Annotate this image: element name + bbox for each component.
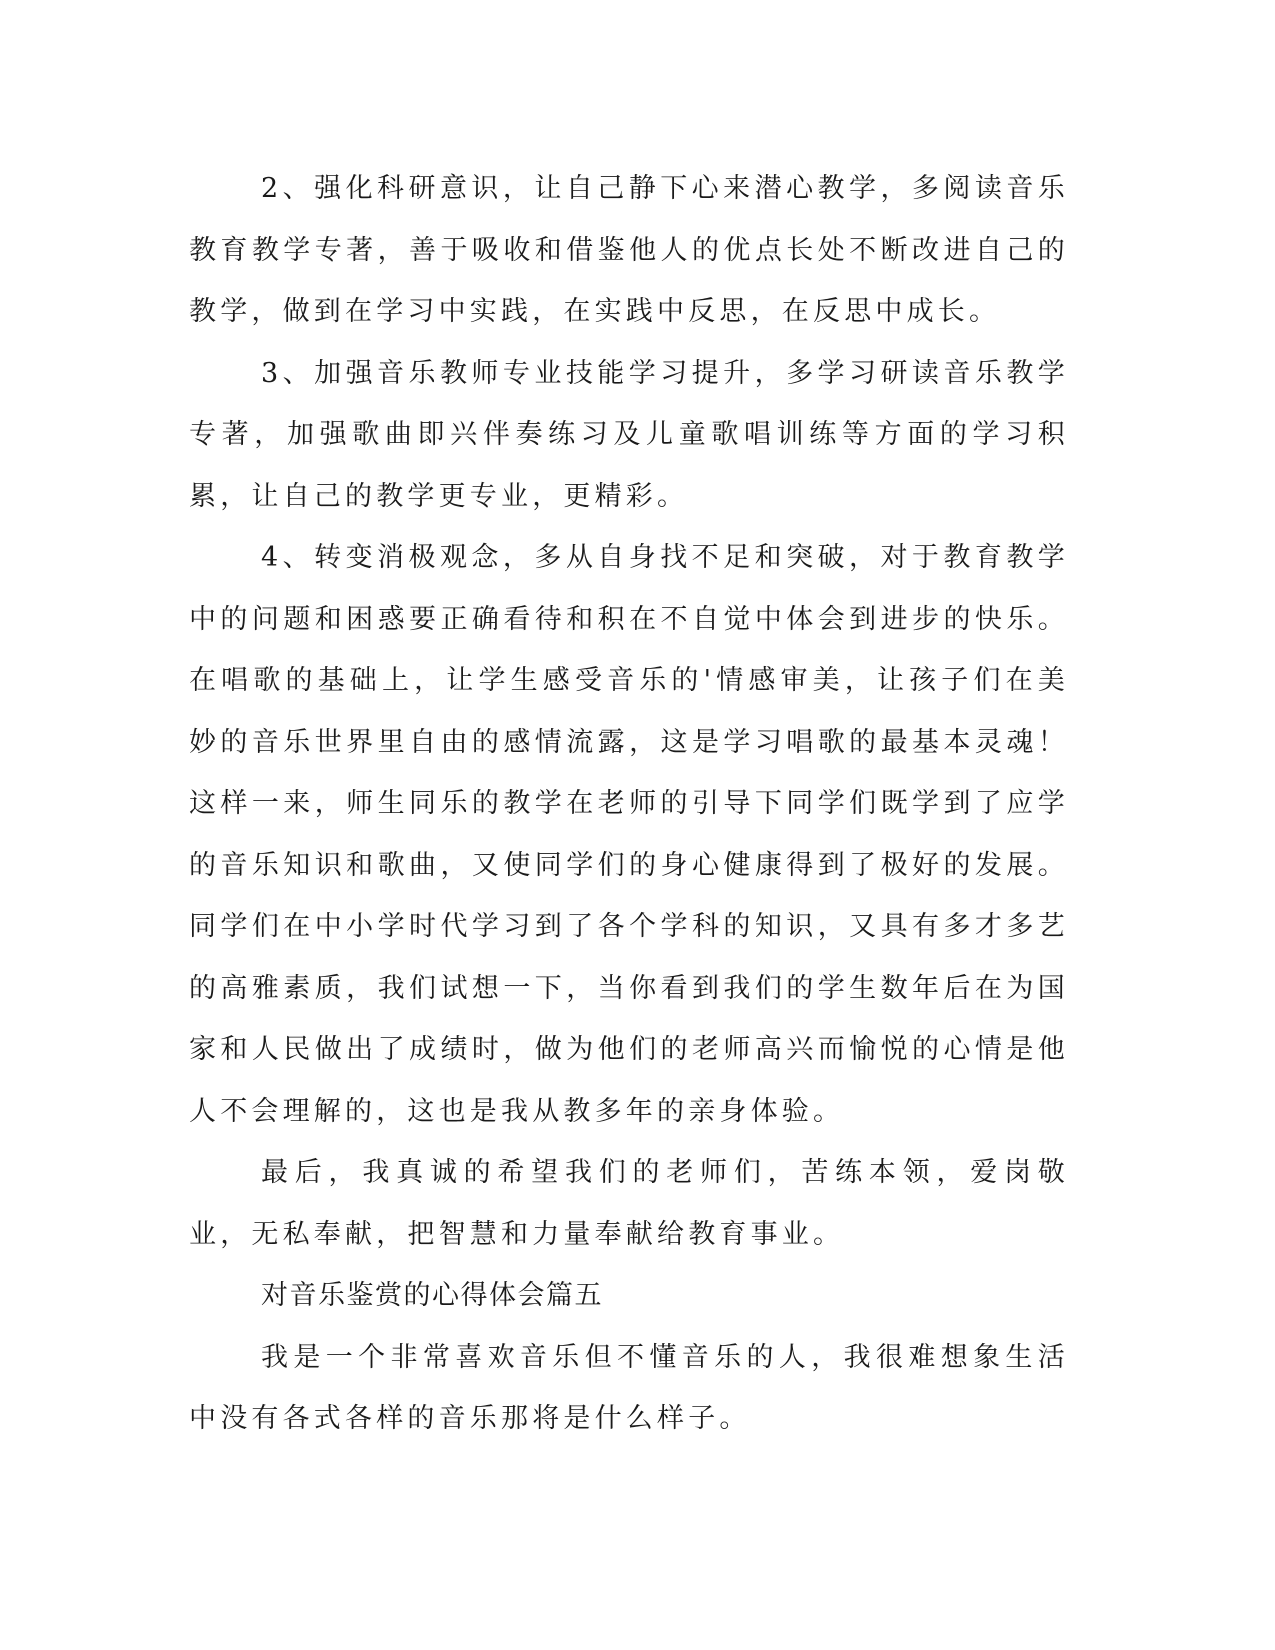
document-body (189, 158, 1069, 1450)
paragraph-item-3: 3、加强音乐教师专业技能学习提升，多学习研读音乐教学专著，加强歌曲即兴伴奏练习及儿童歌唱训练等方面的学习积累，让自己的教学更专业，更精彩。 (189, 357, 1069, 512)
paragraph-item-2: 2、强化科研意识，让自己静下心来潜心教学，多阅读音乐教育教学专著，善于吸收和借鉴他人的优点长处不断改进自己的教学，做到在学习中实践，在实践中反思，在反思中成长。 (189, 173, 1069, 327)
paragraph-item-4: 4、转变消极观念，多从自身找不足和突破，对于教育教学中的问题和困惑要正确看待和积在不自觉中体会到进步的快乐。在唱歌的基础上，让学生感受音乐的'情感审美，让孩子们在美妙的音乐世界里自由的感情流露，这是学习唱歌的最基本灵魂！这样一来，师生同乐的教学在老师的引导下同学们既学到了应学的音乐知识和歌曲，又使同学们的身心健康得到了极好的发展。同学们在中小学时代学习到了各个学科的知识，又具有多才多艺的高雅素质，我们试想一下，当你看到我们的学生数年后在为国家和人民做出了成绩时，做为他们的老师高兴而愉悦的心情是他人不会理解的，这也是我从教多年的亲身体验。 (189, 542, 1069, 1127)
paragraph-conclusion: 最后，我真诚的希望我们的老师们，苦练本领，爱岗敬业，无私奉献，把智慧和力量奉献给教育事业。 (189, 1157, 1069, 1250)
paragraph-intro: 我是一个非常喜欢音乐但不懂音乐的人，我很难想象生活中没有各式各样的音乐那将是什么样子。 (189, 1341, 1069, 1434)
section-heading: 对音乐鉴赏的心得体会篇五 (261, 1280, 603, 1311)
